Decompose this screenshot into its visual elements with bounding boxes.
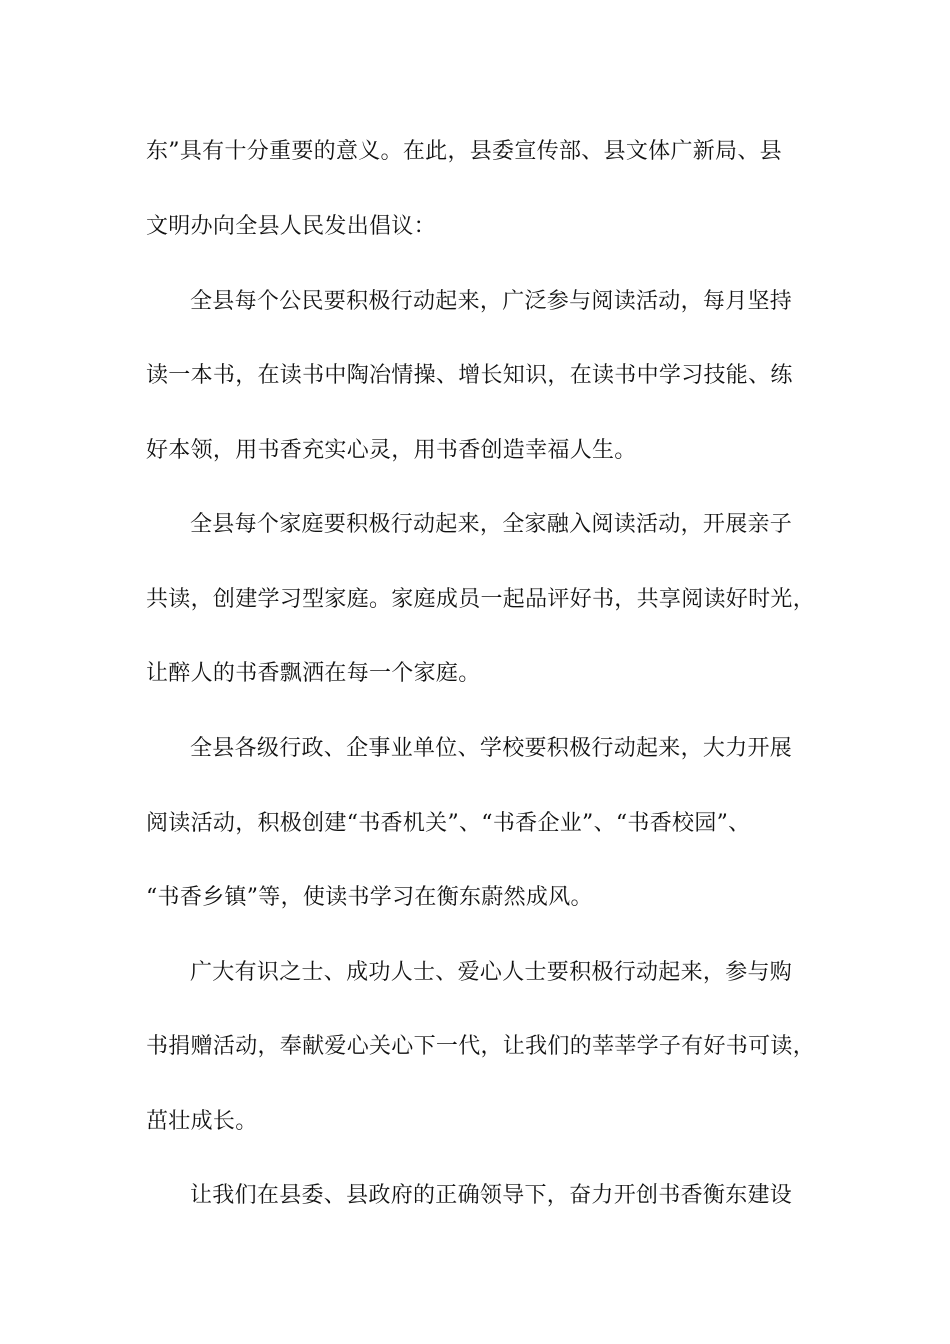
text-line: 读一本书，在读书中陶冶情操、增长知识，在读书中学习技能、练 [146,363,793,388]
paragraph-first-line: 全县每个家庭要积极行动起来，全家融入阅读活动，开展亲子 [190,512,793,537]
text-line: 茁壮成长。 [146,1109,258,1134]
paragraph-first-line: 全县每个公民要积极行动起来，广泛参与阅读活动，每月坚持 [190,289,793,314]
text-line: 共读，创建学习型家庭。家庭成员一起品评好书，共享阅读好时光， [146,587,816,612]
text-line: 书捐赠活动，奉献爱心关心下一代，让我们的莘莘学子有好书可读， [146,1034,816,1059]
paragraph-first-line: 广大有识之士、成功人士、爱心人士要积极行动起来，参与购 [190,960,793,985]
text-line: 阅读活动，积极创建“书香机关”、“书香企业”、“书香校园”、 [146,811,751,836]
paragraph-first-line: 让我们在县委、县政府的正确领导下，奋力开创书香衡东建设 [190,1183,793,1208]
text-line: 东”具有十分重要的意义。在此，县委宣传部、县文体广新局、县 [146,139,782,164]
paragraph-first-line: 全县各级行政、企事业单位、学校要积极行动起来，大力开展 [190,736,793,761]
text-line: 让醉人的书香飘洒在每一个家庭。 [146,661,481,686]
text-line: 文明办向全县人民发出倡议： [146,214,436,239]
text-line: 好本领，用书香充实心灵，用书香创造幸福人生。 [146,438,637,463]
text-line: “书香乡镇”等，使读书学习在衡东蔚然成风。 [146,885,593,910]
